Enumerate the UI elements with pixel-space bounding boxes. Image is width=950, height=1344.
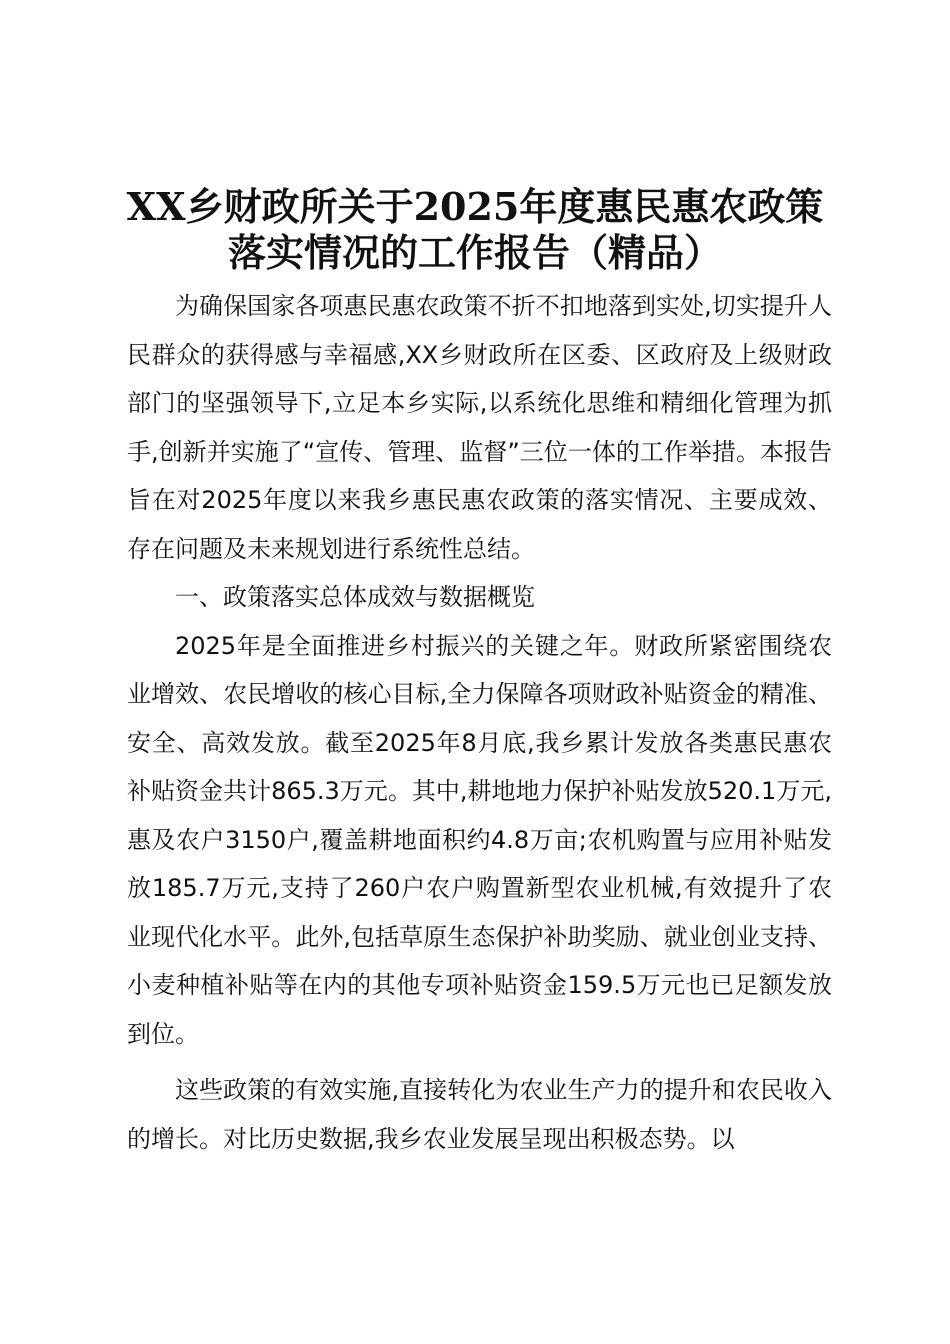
- section-heading-1: 一、政策落实总体成效与数据概览: [175, 583, 535, 611]
- section-1-paragraph: 2025年是全面推进乡村振兴的关键之年。财政所紧密围绕农业增效、农民增收的核心目标,全力保障各项财政补贴资金的精准、安全、高效发放。截至2025年8月底,我乡累计发放各类惠民惠农补贴资金共计865.3万元。其中,耕地地力保护补贴发放520.1万元,惠及农户3150户,覆盖耕地面积约4.8万亩;农机购置与应用补贴发放185.7万元,支持了260户农户购置新型农业机械,有效提升了农业现代化水平。此外,包括草原生态保护补助奖励、就业创业支持、小麦种植补贴等在内的其他专项补贴资金159.5万元也已足额发放到位。: [127, 631, 832, 1048]
- document-body: [127, 282, 832, 1163]
- intro-paragraph: 为确保国家各项惠民惠农政策不折不扣地落到实处,切实提升人民群众的获得感与幸福感,XX乡财政所在区委、区政府及上级财政部门的坚强领导下,立足本乡实际,以系统化思维和精细化管理为抓手,创新并实施了“宣传、管理、监督”三位一体的工作举措。本报告旨在对2025年度以来我乡惠民惠农政策的落实情况、主要成效、存在问题及未来规划进行系统性总结。: [127, 292, 832, 563]
- section-1-paragraph-2: 这些政策的有效实施,直接转化为农业生产力的提升和农民收入的增长。对比历史数据,我乡农业发展呈现出积极态势。以: [127, 1076, 832, 1153]
- document-title: XX乡财政所关于2025年度惠民惠农政策落实情况的工作报告（精品）: [126, 184, 824, 275]
